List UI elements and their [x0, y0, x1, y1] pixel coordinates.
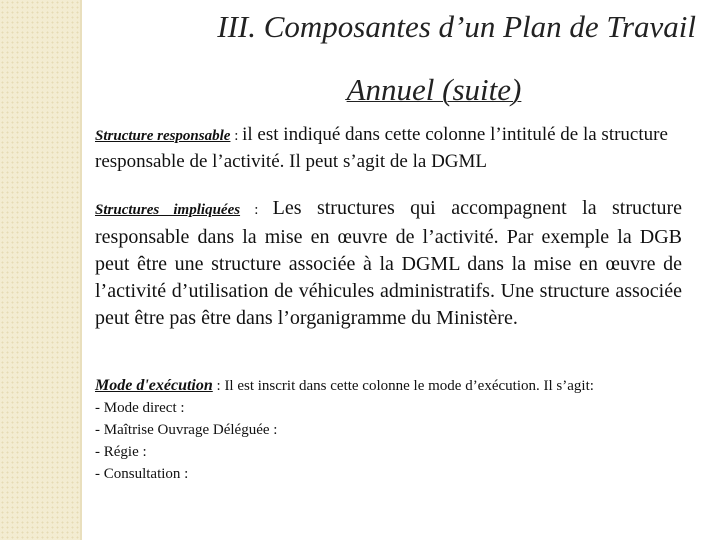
- section-mode-execution: [95, 375, 682, 485]
- section-text: Il est inscrit dans cette colonne le mode d’exécution. Il s’agit:: [224, 378, 594, 394]
- slide-title: [82, 8, 696, 109]
- list-item: - Maîtrise Ouvrage Déléguée :: [95, 422, 278, 438]
- list-item: - Consultation :: [95, 466, 189, 482]
- execution-mode-list: [95, 397, 682, 485]
- decorative-left-band: [0, 0, 80, 540]
- section-separator: :: [230, 128, 243, 144]
- section-label: Mode d'exécution: [95, 377, 213, 394]
- title-line-1: III. Composantes d’un Plan de Travail: [217, 9, 696, 44]
- section-text: il est indiqué dans cette colonne l’intitulé de la structure responsable de l’activité. Il peut s’agit de la DGML: [95, 124, 668, 172]
- list-item: - Régie :: [95, 444, 147, 460]
- section-separator: :: [240, 202, 273, 218]
- section-structure-responsable: [95, 122, 682, 175]
- list-item: - Mode direct :: [95, 400, 185, 416]
- section-label: Structure responsable: [95, 128, 231, 144]
- title-line-2: Annuel (suite): [346, 72, 522, 107]
- section-structures-impliquees: [95, 195, 682, 332]
- section-label: Structures impliquées: [95, 202, 241, 218]
- section-text: Les structures qui accompagnent la structure responsable dans la mise en œuvre de l’activité. Par exemple la DGB peut être une structure associée à la DGML dans la mise en œuvre de l’activité d’utilisation de véhicules administratifs. Une structure associée peut être pas être dans l’organigramme du Ministère.: [95, 197, 682, 329]
- section-separator: :: [212, 378, 225, 394]
